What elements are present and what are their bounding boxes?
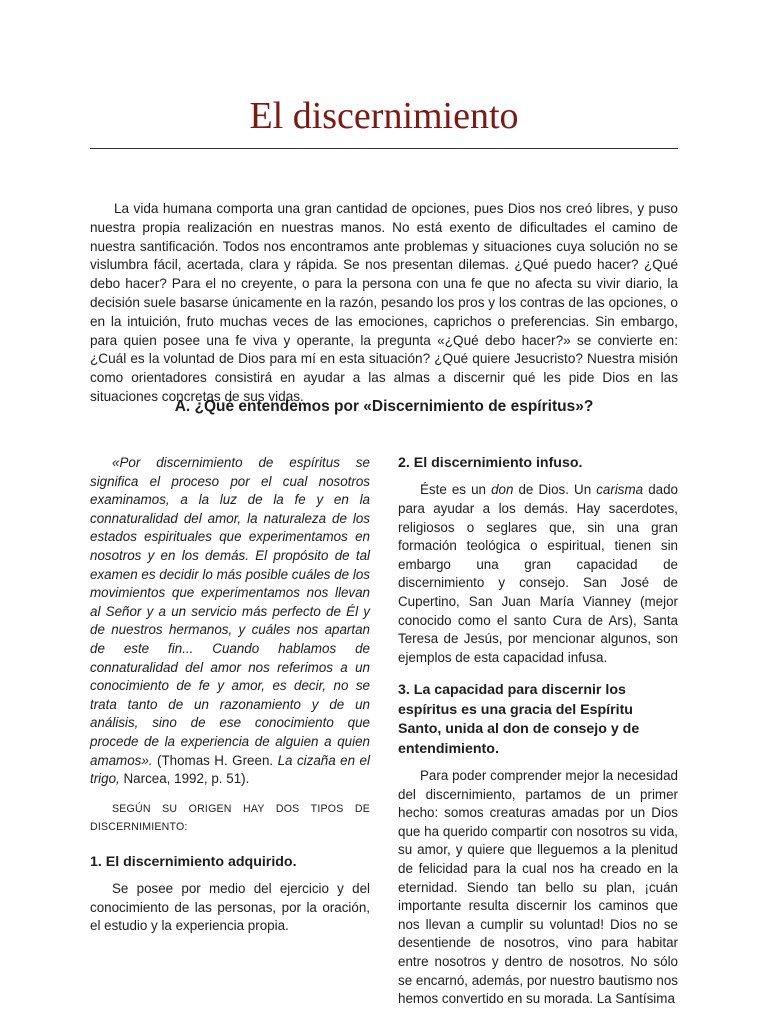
quote-citation: (Thomas H. Green. [157,752,274,768]
paragraph-acquired: Se posee por medio del ejercicio y del conocimiento de las personas, por la oración, el estudio y la experiencia propia. [90,881,370,934]
quote-paragraph [90,454,370,789]
types-intro-line: SEGÚN SU ORIGEN HAY DOS TIPOS DE DISCERNIMIENTO: [90,802,370,834]
infused-text-c: dado para ayudar a los demás. Hay sacerdotes, religiosos o seglares que, sin una gran formación teológica o espiritual, tienen sin embargo una gran capacidad de discernimiento y consejo. San José de Cupertino, San Juan María Vianney (mejor conocido como el santo Cura de Ars), Santa Teresa de Jesús, por mencionar algunos, son ejemplos de esta capacidad infusa. [398,482,678,665]
infused-term-carisma: carisma [596,482,644,498]
quote-book-title: La cizaña en el trigo, [90,752,370,787]
left-column [90,454,370,936]
infused-text-b: de Dios. Un [518,482,592,498]
title-divider [90,148,678,149]
quote-text: «Por discernimiento de espíritus se significa el proceso por el cual nosotros examinamos, a la luz de la fe y en la connaturalidad del amor, la naturaleza de los estados espirituales que experimentamos en nosotros y en los demás. El propósito de tal examen es decidir lo más posible cuáles de los movimientos que experimentamos nos llevan al Señor y a un servicio más perfecto de Él y de nuestros hermanos, y cuáles nos apartan de este fin... Cuando hablamos de connaturalidad del amor nos referimos a un conocimiento de fe y amor, es decir, no se trata tanto de un razonamiento y de un análisis, sino de ese conocimiento que procede de la experiencia de alguien a quien amamos». [90,455,370,768]
right-column [398,454,678,1009]
intro-paragraph [90,200,678,407]
paragraph-grace: Para poder comprender mejor la necesidad del discernimiento, partamos de un primer hecho: somos creaturas amadas por un Dios que ha querido compartir con nosotros su vida, su amor, y quiere que lleguemos a la plenitud de felicidad para la cual nos ha creado en la eternidad. Siendo tan bello su plan, ¡cuán importante resulta discernir los caminos que nos llevan a cumplir su voluntad! Dios no se desentiende de nosotros, vino para habitar entre nosotros y dentro de nosotros. No sólo se encarnó, además, por nuestro bautismo nos hemos convertido en su morada. La Santísima [398,767,678,1007]
infused-text-a: Éste es un [420,482,486,498]
infused-term-don: don [491,482,514,498]
page-title: El discernimiento [249,95,519,137]
section-a-title: A. ¿Qué entendemos por «Discernimiento de espíritus»? [174,398,594,415]
heading-acquired: 1. El discernimiento adquirido. [90,853,297,870]
heading-infused: 2. El discernimiento infuso. [398,455,583,471]
quote-publisher: Narcea, 1992, p. 51). [123,771,250,787]
heading-grace: 3. La capacidad para discernir los espíritus es una gracia del Espíritu Santo, unida al don de consejo y de entendimiento. [398,682,640,757]
intro-text: La vida humana comporta una gran cantidad de opciones, pues Dios nos creó libres, y puso nuestra propia realización en nuestras manos. No está exento de dificultades el camino de nuestra santificación. Todos nos encontramos ante problemas y situaciones cuya solución no se vislumbra fácil, acertada, clara y rápida. Se nos presentan dilemas. ¿Qué puedo hacer? ¿Qué debo hacer? Para el no creyente, o para la persona con una fe que no afecta su vivir diario, la decisión suele basarse únicamente en la razón, pesando los pros y los contras de las opciones, o en la intuición, fruto muchas veces de las emociones, caprichos o preferencias. Sin embargo, para quien posee una fe viva y operante, la pregunta «¿Qué debo hacer?» se convierte en: ¿Cuál es la voluntad de Dios para mí en esta situación? ¿Qué quiere Jesucristo? Nuestra misión como orientadores consistirá en ayudar a las almas a discernir qué les pide Dios en las situaciones concretas de sus vidas. [90,201,678,404]
paragraph-infused [398,481,678,667]
